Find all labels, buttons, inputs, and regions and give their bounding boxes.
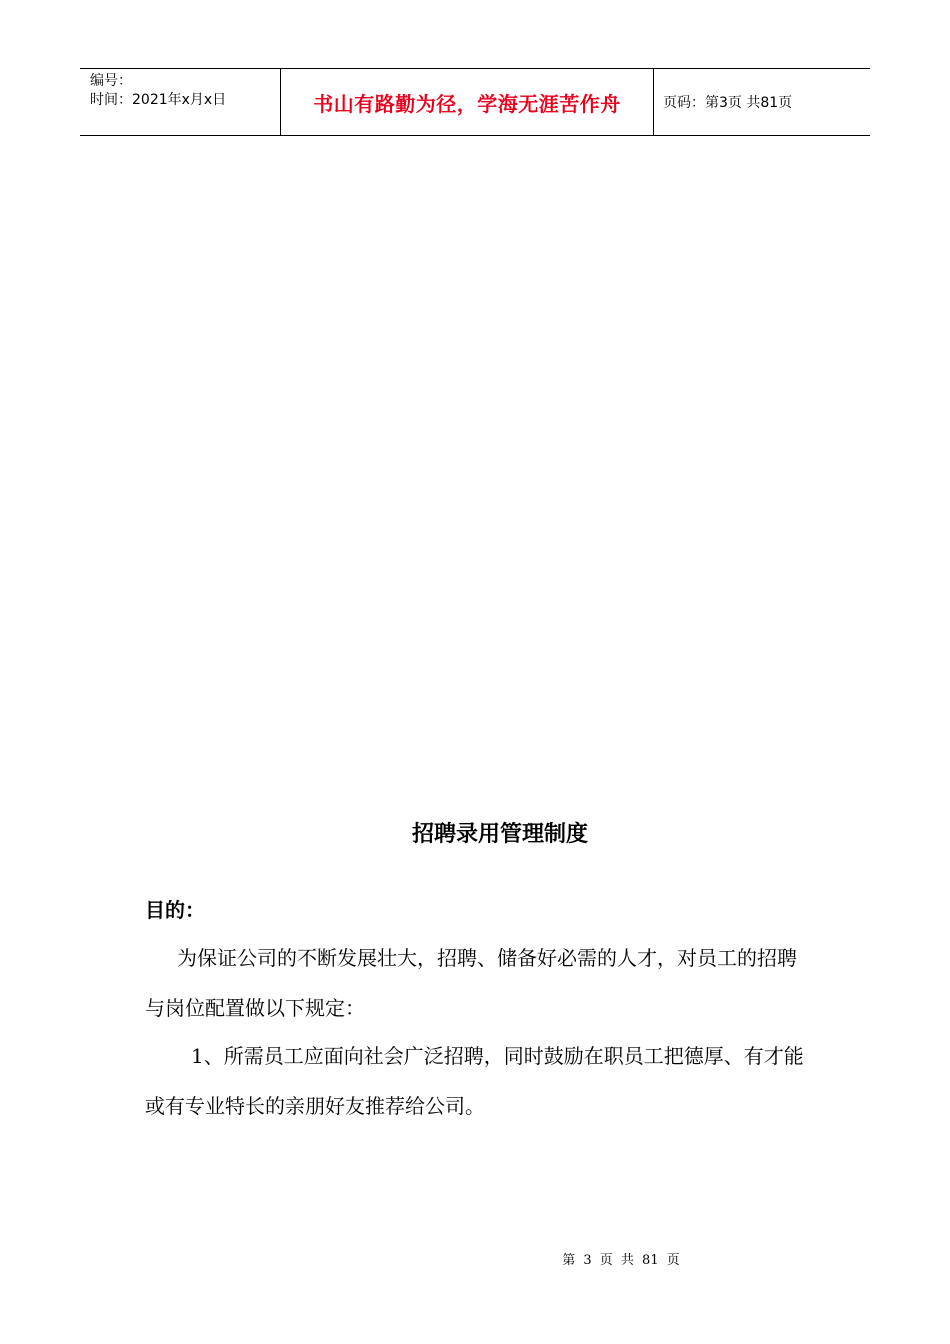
purpose-heading: 目的： <box>145 898 205 922</box>
document-title: 招聘录用管理制度 <box>411 822 588 847</box>
paragraph: 为保证公司的不断发展壮大，招聘、储备好必需的人才，对员工的招聘与岗位配置做以下规定： <box>145 946 797 1020</box>
page-footer: 第 3 页 共 81 页 <box>562 1253 680 1268</box>
paragraph: 1、所需员工应面向社会广泛招聘，同时鼓励在职员工把德厚、有才能或有专业特长的亲朋好友推荐给公司。 <box>145 1044 804 1118</box>
header-motto-cell <box>281 69 654 135</box>
header-page-cell <box>654 69 870 135</box>
page-header <box>80 68 870 136</box>
header-page-code: 页码：第3页 共81页 <box>663 95 793 111</box>
document-date-label: 时间：2021年x月x日 <box>90 92 227 108</box>
header-motto: 书山有路勤为径，学海无涯苦作舟 <box>313 91 621 116</box>
header-meta-cell <box>80 69 281 135</box>
document-number-label: 编号： <box>90 73 132 89</box>
